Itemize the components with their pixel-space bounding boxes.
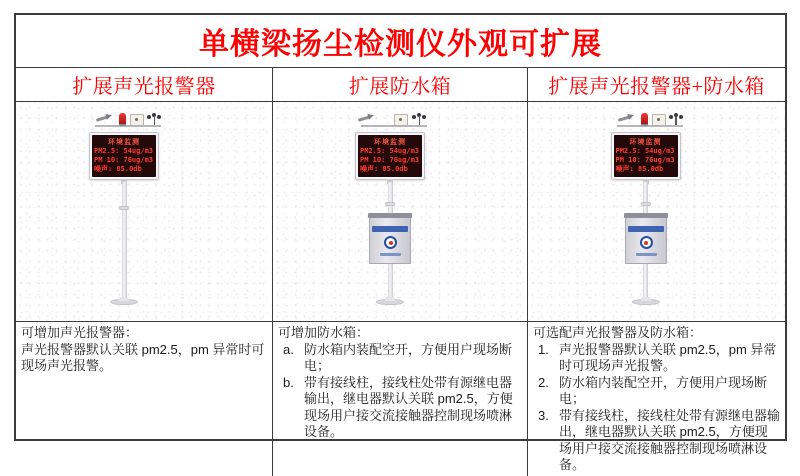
list-item [533,342,780,375]
led-screen [92,135,156,177]
waterproof-box-lid [624,213,668,218]
pole-base [376,299,404,305]
led-line-title: 环境监测 [629,138,662,146]
list-text: 防水箱内装配空开，方便用户现场断电； [304,341,513,373]
waterproof-box-logo-icon [384,236,397,249]
device-image-cell-alarm [16,102,272,321]
note-body: 声光报警器默认关联 pm2.5，pm 异常时可现场声光报警。 [21,341,265,373]
anemometer-icon [669,112,683,125]
notes-cell-box [272,322,527,476]
sensor-box-icon [652,114,666,126]
list-text: 防水箱内装配空开，方便用户现场断电； [559,374,768,406]
led-line-pm25: PM2.5: 54ug/m3 [615,147,675,155]
led-line-pm10: PM 10: 76ug/m3 [360,156,420,164]
waterproof-box-banner [372,226,408,232]
header-row [16,67,785,101]
led-line-noise: 噪声: 85.0db [94,165,142,173]
led-line-pm25: PM2.5: 54ug/m3 [360,147,420,155]
led-screen [358,135,422,177]
note-intro: 可增加防水箱： [278,325,370,340]
led-display [355,132,425,180]
led-display [89,132,159,180]
notes-row [16,321,785,476]
list-item [533,408,780,474]
page-title: 单横梁扬尘检测仪外观可扩展 [199,28,602,61]
notes-cell-alarm-box [527,322,785,476]
spec-table [14,13,787,472]
waterproof-box-logo-icon [640,236,653,249]
sensor-box-icon [394,114,408,126]
led-line-noise: 噪声: 85.0db [360,165,408,173]
pole-collar [385,202,395,206]
led-line-pm10: PM 10: 76ug/m3 [94,156,154,164]
note-intro: 可增加声光报警器： [21,325,139,340]
alarm-light-icon [119,113,126,126]
waterproof-box-subtext [636,253,657,256]
pole-base [632,299,660,305]
column-header-waterproof-box: 扩展防水箱 [272,68,527,101]
pole-collar [119,206,129,210]
list-item [533,375,780,408]
device-image-cell-box [272,102,527,321]
list-marker: b. [283,374,294,390]
list-marker: a. [283,341,294,357]
device-image-cell-alarm-box [527,102,785,321]
list-text: 带有接线柱，接线柱处带有源继电器输出，继电器默认关联 pm2.5，方便现场用户接交流接触器控制现场喷淋设备。 [559,407,781,472]
list-text: 声光报警器默认关联 pm2.5，pm 异常时可现场声光报警。 [559,341,777,373]
led-line-noise: 噪声: 85.0db [615,165,664,173]
image-row [16,101,785,321]
waterproof-box-lid [368,213,412,218]
dust-monitor-device-alarm-box [571,106,721,312]
list-text: 带有接线柱，接线柱处带有源继电器输出，继电器默认关联 pm2.5，方便现场用户接交流接触器控制现场喷淋设备。 [304,374,513,439]
pole-base [110,299,138,305]
list-marker: 3. [538,407,549,423]
waterproof-box-subtext [380,253,401,256]
sensor-box-icon [130,114,144,126]
notes-cell-alarm [16,322,272,476]
wind-vane-icon [617,113,635,127]
anemometer-icon [412,112,426,125]
waterproof-box [625,216,667,264]
pole-collar [641,202,651,206]
alarm-light-icon [641,113,648,126]
column-header-alarm: 扩展声光报警器 [72,76,216,98]
note-intro: 可选配声光报警器及防水箱： [533,325,703,340]
dust-monitor-device-alarm [49,106,199,312]
wind-vane-icon [95,113,113,127]
mounting-pole [122,182,127,302]
led-line-pm25: PM2.5: 54ug/m3 [94,147,154,155]
waterproof-box [369,216,411,264]
anemometer-icon [147,112,161,125]
title-row [16,15,785,67]
list-item [278,375,522,441]
list-marker: 1. [538,341,549,357]
waterproof-box-banner [628,226,664,232]
dust-monitor-device-box [315,106,465,312]
led-display [611,132,681,180]
led-screen [614,135,678,177]
column-header-alarm-plus-box: 扩展声光报警器+防水箱 [527,68,785,101]
led-line-pm10: PM 10: 76ug/m3 [615,156,675,164]
list-marker: 2. [538,374,549,390]
list-item [278,342,522,375]
led-line-title: 环境监测 [108,138,140,146]
wind-vane-icon [357,113,375,127]
led-line-title: 环境监测 [374,138,406,146]
